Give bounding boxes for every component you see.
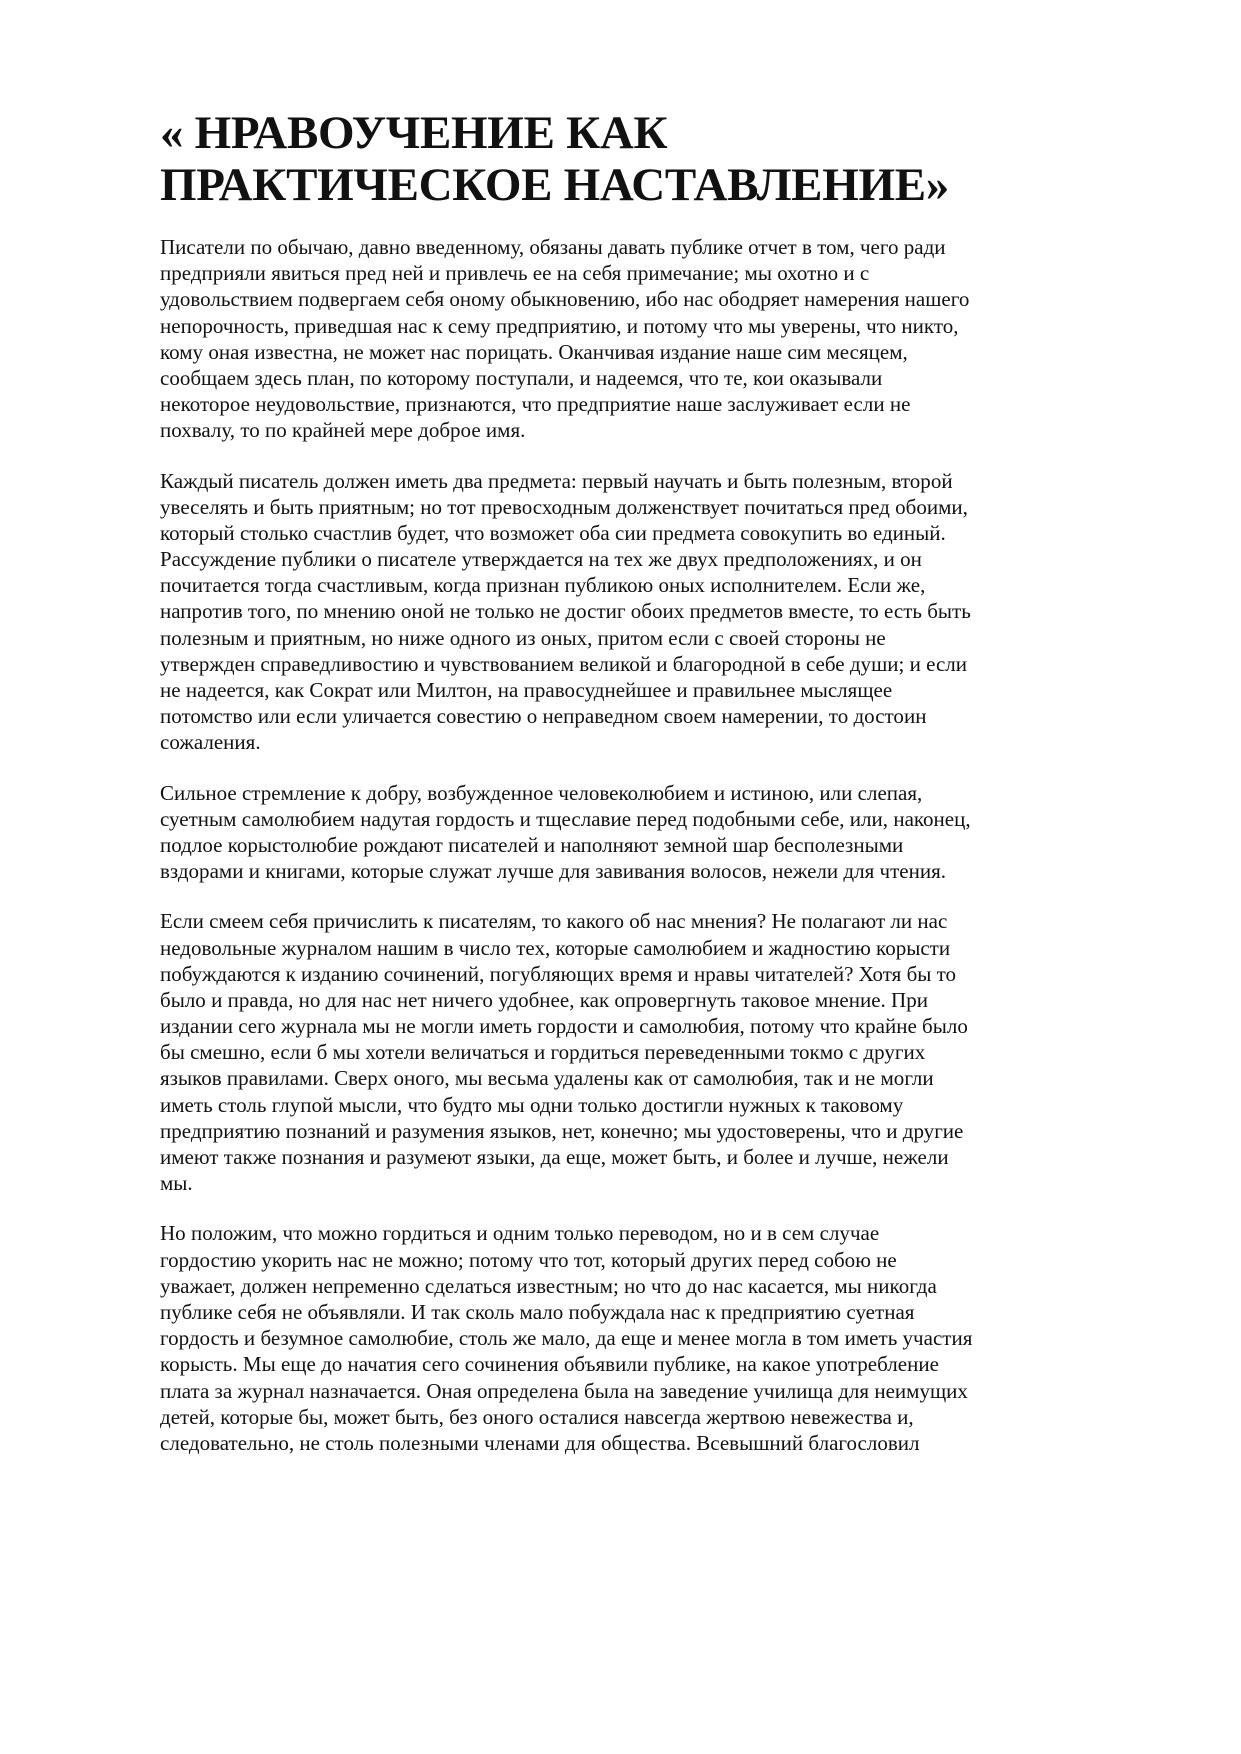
paragraph [160,908,1060,1196]
text-line: имеют также познания и разумеют языки, да еще, может быть, и более и лучше, нежели [160,1145,949,1169]
text-line: гордостию укорить нас не можно; потому что тот, который других перед собою не [160,1247,897,1272]
title-line: ПРАКТИЧЕСКОЕ НАСТАВЛЕНИЕ» [160,159,949,211]
text-line: подлое корыстолюбие рождают писателей и наполняют земной шар бесполезными [160,832,904,857]
text-line: гордость и безумное самолюбие, столь же мало, да еще и менее могла в том иметь участия [160,1326,973,1351]
text-line: языков правилами. Сверх оного, мы весьма удалены как от самолюбия, так и не могли [160,1066,934,1091]
text-line: мы. [160,1171,193,1196]
text-line: плата за журнал назначается. Оная определена была на заведение училища для неимущих [160,1378,968,1403]
text-line: бы смешно, если б мы хотели величаться и гордиться переведенными токмо с других [160,1040,926,1065]
text-line: следовательно, не столь полезными членами для общества. Всевышний благословил [160,1430,920,1455]
paragraph [160,234,1060,444]
document-title [160,107,949,211]
text-line: вздорами и книгами, которые служат лучше для завивания волосов, нежели для чтения. [160,859,947,884]
text-line: не надеется, как Сократ или Милтон, на правосуднейшее и правильнее мыслящее [160,678,893,702]
paragraph [160,468,1060,756]
text-line: детей, которые бы, может быть, без оного осталися навсегда жертвою невежества и, [160,1404,914,1429]
text-line: побуждаются к изданию сочинений, погубляющих время и нравы читателей? Хотя бы то [160,961,957,986]
text-line: было и правда, но для нас нет ничего удобнее, как опровергнуть таковое мнение. При [160,987,928,1012]
text-line: кому оная известна, не может нас порицать. Оканчивая издание наше сим месяцем, [160,339,908,364]
text-line: Рассуждение публики о писателе утверждается на тех же двух предположениях, и он [160,547,922,572]
text-line: почитается тогда счастливым, когда признан публикою оных исполнителем. Если же, [160,573,926,598]
paragraph [160,1220,1060,1456]
text-line: предприятию познаний и разумения языков, нет, конечно; мы удостоверены, что и другие [160,1118,964,1143]
text-line: публике себя не объявляли. И так сколь мало побуждала нас к предприятию суетная [160,1299,915,1324]
text-line: Писатели по обычаю, давно введенному, обязаны давать публике отчет в том, чего ради [160,235,946,259]
text-line: сообщаем здесь план, по которому поступали, и надеемся, что те, кои оказывали [160,365,883,390]
text-line: полезным и приятным, но ниже одного из оных, притом если с своей стороны не [160,625,886,650]
text-line: который столько счастлив будет, что возможет оба сии предмета совокупить во единый. [160,520,946,545]
text-line: суетным самолюбием надутая гордость и тщеславие перед подобными себе, или, наконец, [160,806,971,831]
text-line: издании сего журнала мы не могли иметь гордости и самолюбия, потому что крайне было [160,1014,968,1039]
text-line: Но положим, что можно гордиться и одним только переводом, но и в сем случае [160,1221,880,1246]
text-line: увеселять и быть приятным; но тот превосходным долженствует почитаться пред обоими, [160,494,968,519]
text-line: уважает, должен непременно сделаться известным; но что до нас касается, мы никогда [160,1273,937,1298]
text-line: напротив того, по мнению оной не только не достиг обоих предметов вместе, то есть быть [160,599,971,624]
text-line: некоторое неудовольствие, признаются, что предприятие наше заслуживает если не [160,392,911,417]
text-line: корысть. Мы еще до начатия сего сочинения объявили публике, на какое употребление [160,1352,939,1377]
paragraph [160,780,1060,885]
text-line: похвалу, то по крайней мере доброе имя. [160,418,526,443]
text-line: утвержден справедливостию и чувствованием великой и благородной в себе души; и если [160,651,968,676]
text-line: недовольные журналом нашим в число тех, которые самолюбием и жадностию корысти [160,935,951,960]
text-line: удовольствием подвергаем себя оному обыкновению, ибо нас ободряет намерения нашего [160,287,970,312]
text-line: иметь столь глупой мысли, что будто мы одни только достигли нужных к таковому [160,1092,904,1117]
text-line: Каждый писатель должен иметь два предмета: первый научать и быть полезным, второй [160,468,953,493]
text-line: потомство или если уличается совестию о неправедном своем намерении, то достоин [160,704,927,729]
title-line: « НРАВОУЧЕНИЕ КАК [160,107,668,159]
text-line: Если смеем себя причислить к писателям, то какого об нас мнения? Не полагают ли нас [160,909,948,934]
text-line: предприяли явиться пред ней и привлечь ее на себя примечание; мы охотно и с [160,261,870,286]
document-body [160,234,1060,1480]
text-line: сожаления. [160,730,261,755]
text-line: непорочность, приведшая нас к сему предприятию, и потому что мы уверены, что никто, [160,313,959,338]
text-line: Сильное стремление к добру, возбужденное человеколюбием и истиною, или слепая, [160,780,923,805]
